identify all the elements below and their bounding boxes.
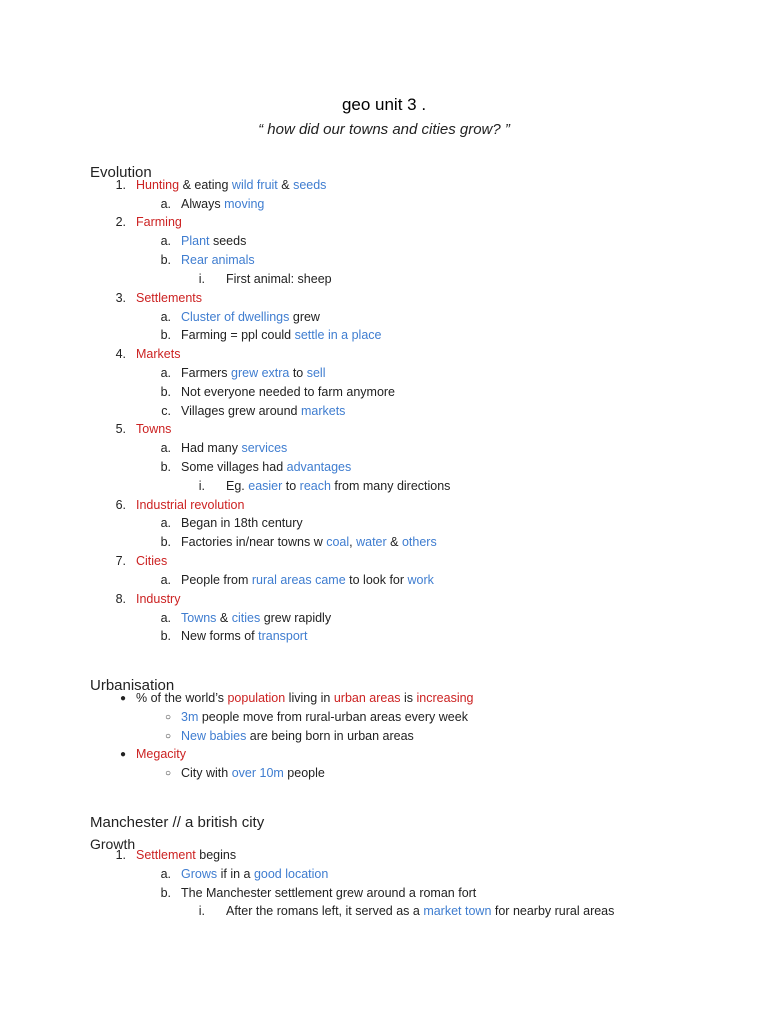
keyword-blue: services xyxy=(241,441,288,455)
list-item xyxy=(181,441,287,455)
list-marker: a. xyxy=(160,197,171,211)
page-title: geo unit 3 . xyxy=(341,95,427,114)
list-marker: ○ xyxy=(164,731,171,742)
text-segment: seeds xyxy=(209,234,247,248)
keyword-blue: over 10m xyxy=(231,766,284,780)
keyword-blue: work xyxy=(407,573,434,587)
text-segment: , xyxy=(349,535,357,549)
list-marker: 1. xyxy=(115,848,126,862)
text-segment: Farmers xyxy=(181,366,231,380)
list-item xyxy=(136,848,236,862)
text-segment: After the romans left, it served as a xyxy=(226,904,424,918)
list-item xyxy=(136,747,186,761)
page-subtitle: “ how did our towns and cities grow? ” xyxy=(258,121,510,138)
text-segment: Villages grew around xyxy=(181,404,301,418)
list-marker: 1. xyxy=(115,178,126,192)
list-item xyxy=(181,197,264,211)
list-item xyxy=(181,886,476,900)
text-segment: Had many xyxy=(181,441,242,455)
text-segment: New forms of xyxy=(181,629,259,643)
section-heading-evolution: Evolution xyxy=(90,164,152,181)
list-marker: b. xyxy=(160,886,171,900)
keyword-blue: rural areas came xyxy=(251,573,346,587)
list-item xyxy=(136,422,171,436)
text-segment: are being born in urban areas xyxy=(246,729,414,743)
keyword-blue: coal xyxy=(326,535,350,549)
list-marker: b. xyxy=(160,629,171,643)
text-segment: Always xyxy=(181,197,225,211)
text-segment: to xyxy=(282,479,300,493)
list-marker: b. xyxy=(160,460,171,474)
text-segment: Farming = ppl could xyxy=(181,328,295,342)
keyword-red: Settlement xyxy=(136,848,196,862)
list-item xyxy=(181,516,303,530)
keyword-blue: 3m xyxy=(181,710,199,724)
list-item xyxy=(181,867,328,881)
list-marker: a. xyxy=(160,516,171,530)
list-marker: b. xyxy=(160,253,171,267)
list-marker: i. xyxy=(198,272,205,286)
list-item xyxy=(181,253,255,267)
list-marker: 2. xyxy=(115,215,126,229)
list-marker: a. xyxy=(160,234,171,248)
text-segment: to xyxy=(289,366,307,380)
keyword-blue: reach xyxy=(299,479,331,493)
list-item xyxy=(136,691,474,705)
list-marker: b. xyxy=(160,385,171,399)
keyword-blue: settle in a place xyxy=(294,328,382,342)
text-segment: for nearby rural areas xyxy=(491,904,615,918)
keyword-blue: Cluster of dwellings xyxy=(181,310,290,324)
list-marker: ● xyxy=(119,749,126,760)
keyword-red: Farming xyxy=(136,215,182,229)
list-marker: i. xyxy=(198,904,205,918)
section-heading-urbanisation: Urbanisation xyxy=(90,677,175,694)
text-segment: Eg. xyxy=(226,479,249,493)
text-segment: City with xyxy=(181,766,232,780)
text-segment: & eating xyxy=(179,178,232,192)
list-item xyxy=(181,385,395,399)
list-marker: 8. xyxy=(115,592,126,606)
keyword-blue: market town xyxy=(423,904,492,918)
keyword-blue: moving xyxy=(224,197,265,211)
text-segment: from many directions xyxy=(330,479,451,493)
list-item xyxy=(181,766,325,780)
keyword-blue: cities xyxy=(231,611,261,625)
keyword-red: Markets xyxy=(136,347,181,361)
list-marker: 3. xyxy=(115,291,126,305)
text-segment: is xyxy=(400,691,417,705)
keyword-blue: others xyxy=(401,535,437,549)
text-segment: First animal: sheep xyxy=(226,272,332,286)
list-item xyxy=(181,310,320,324)
text-segment: & xyxy=(216,611,232,625)
keyword-blue: good location xyxy=(253,867,329,881)
text-segment: if in a xyxy=(217,867,254,881)
list-marker: i. xyxy=(198,479,205,493)
list-item xyxy=(136,215,182,229)
list-marker: c. xyxy=(161,404,171,418)
keyword-blue: sell xyxy=(306,366,326,380)
list-item xyxy=(181,629,307,643)
list-item xyxy=(226,272,332,286)
text-segment: to look for xyxy=(345,573,408,587)
keyword-blue: wild fruit xyxy=(231,178,278,192)
subheading-growth: Growth xyxy=(90,836,136,852)
keyword-blue: advantages xyxy=(286,460,352,474)
text-segment: begins xyxy=(195,848,237,862)
list-marker: 7. xyxy=(115,554,126,568)
keyword-blue: Plant xyxy=(181,234,210,248)
list-marker: a. xyxy=(160,366,171,380)
text-segment: Began in 18th century xyxy=(181,516,303,530)
keyword-blue: seeds xyxy=(293,178,327,192)
list-marker: ○ xyxy=(164,712,171,723)
keyword-blue: Rear animals xyxy=(181,253,255,267)
keyword-blue: markets xyxy=(300,404,346,418)
keyword-blue: New babies xyxy=(181,729,247,743)
list-item xyxy=(181,611,331,625)
list-item xyxy=(181,460,351,474)
keyword-red: Industry xyxy=(136,592,181,606)
text-segment: & xyxy=(277,178,294,192)
text-segment: Not everyone needed to farm anymore xyxy=(181,385,396,399)
text-segment: living in xyxy=(285,691,334,705)
list-item xyxy=(136,291,202,305)
keyword-red: Megacity xyxy=(136,747,187,761)
keyword-blue: water xyxy=(356,535,387,549)
list-item xyxy=(181,729,414,743)
list-item xyxy=(181,234,246,248)
list-item xyxy=(226,479,450,493)
keyword-blue: Grows xyxy=(181,867,218,881)
keyword-red: Settlements xyxy=(136,291,203,305)
text-segment: Factories in/near towns w xyxy=(181,535,327,549)
list-marker: 6. xyxy=(115,498,126,512)
list-marker: 4. xyxy=(115,347,126,361)
list-marker: a. xyxy=(160,310,171,324)
list-marker: a. xyxy=(160,573,171,587)
keyword-blue: transport xyxy=(258,629,308,643)
text-segment: people xyxy=(283,766,325,780)
list-marker: a. xyxy=(160,867,171,881)
list-marker: b. xyxy=(160,328,171,342)
keyword-red: Hunting xyxy=(136,178,180,192)
keyword-red: Towns xyxy=(136,422,172,436)
keyword-red: urban areas xyxy=(333,691,401,705)
text-segment: Some villages had xyxy=(181,460,287,474)
text-segment: grew rapidly xyxy=(260,611,332,625)
list-item xyxy=(136,347,180,361)
text-segment: The Manchester settlement grew around a roman fort xyxy=(181,886,477,900)
text-segment: grew xyxy=(289,310,320,324)
list-item xyxy=(136,554,167,568)
keyword-red: population xyxy=(227,691,286,705)
list-item xyxy=(181,573,434,587)
text-segment: & xyxy=(386,535,402,549)
keyword-red: Industrial revolution xyxy=(136,498,245,512)
list-item xyxy=(136,498,244,512)
list-item xyxy=(181,366,326,380)
list-marker: ○ xyxy=(164,768,171,779)
text-segment: % of the world’s xyxy=(136,691,228,705)
text-segment: people move from rural-urban areas every week xyxy=(198,710,468,724)
list-item xyxy=(181,404,345,418)
keyword-blue: easier xyxy=(248,479,283,493)
keyword-red: Cities xyxy=(136,554,168,568)
list-item xyxy=(181,535,437,549)
list-marker: b. xyxy=(160,535,171,549)
keyword-red: increasing xyxy=(416,691,474,705)
list-item xyxy=(181,710,468,724)
list-marker: ● xyxy=(119,693,126,704)
list-marker: a. xyxy=(160,611,171,625)
section-heading-manchester: Manchester // a british city xyxy=(90,814,265,831)
text-segment: People from xyxy=(181,573,252,587)
list-marker: a. xyxy=(160,441,171,455)
list-item xyxy=(181,328,381,342)
list-marker: 5. xyxy=(115,422,126,436)
keyword-blue: Towns xyxy=(181,611,217,625)
list-item xyxy=(226,904,614,918)
list-item xyxy=(136,178,326,192)
keyword-blue: grew extra xyxy=(231,366,290,380)
list-item xyxy=(136,592,180,606)
